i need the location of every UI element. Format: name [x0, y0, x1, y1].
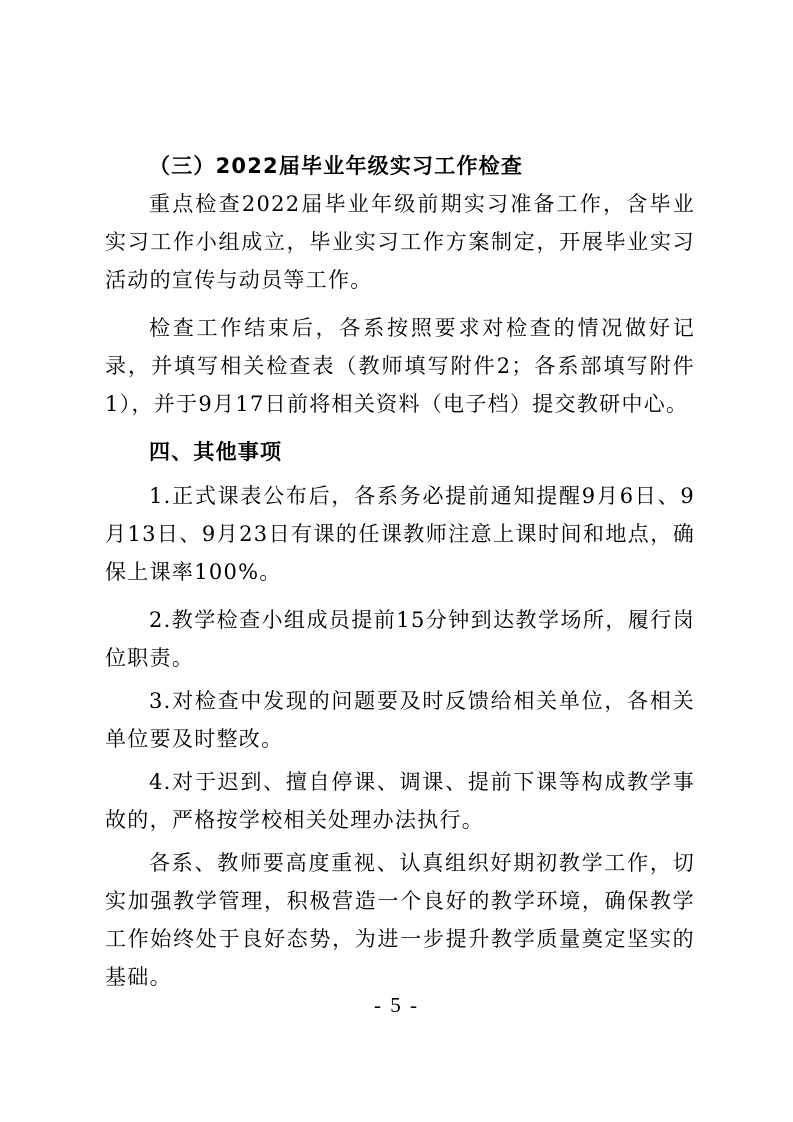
list-item-inspection-team-duty: 2.教学检查小组成员提前15分钟到达教学场所，履行岗位职责。 — [105, 608, 695, 670]
section-heading-internship-check: （三）2022届毕业年级实习工作检查 — [149, 154, 524, 178]
paragraph-internship-preparation: 重点检查2022届毕业年级前期实习准备工作，含毕业实习工作小组成立，毕业实习工作方案制定，开展毕业实习活动的宣传与动员等工作。 — [105, 192, 695, 292]
list-item-schedule-notice: 1.正式课表公布后，各系务必提前通知提醒9月6日、9月13日、9月23日有课的任课教师注意上课时间和地点，确保上课率100%。 — [105, 484, 695, 584]
list-item-feedback-rectification: 3.对检查中发现的问题要及时反馈给相关单位，各相关单位要及时整改。 — [105, 689, 695, 751]
list-item-teaching-accident: 4.对于迟到、擅自停课、调课、提前下课等构成教学事故的，严格按学校相关处理办法执行。 — [105, 770, 695, 832]
paragraph-closing-statement: 各系、教师要高度重视、认真组织好期初教学工作，切实加强教学管理，积极营造一个良好的教学环境，确保教学工作始终处于良好态势，为进一步提升教学质量奠定坚实的基础。 — [105, 851, 695, 989]
paragraph-check-records-submission: 检查工作结束后，各系按照要求对检查的情况做好记录，并填写相关检查表（教师填写附件2；各系部填写附件1），并于9月17日前将相关资料（电子档）提交教研中心。 — [105, 316, 695, 416]
page-number: - 5 - — [374, 993, 419, 1017]
section-heading-other-matters: 四、其他事项 — [149, 440, 283, 464]
